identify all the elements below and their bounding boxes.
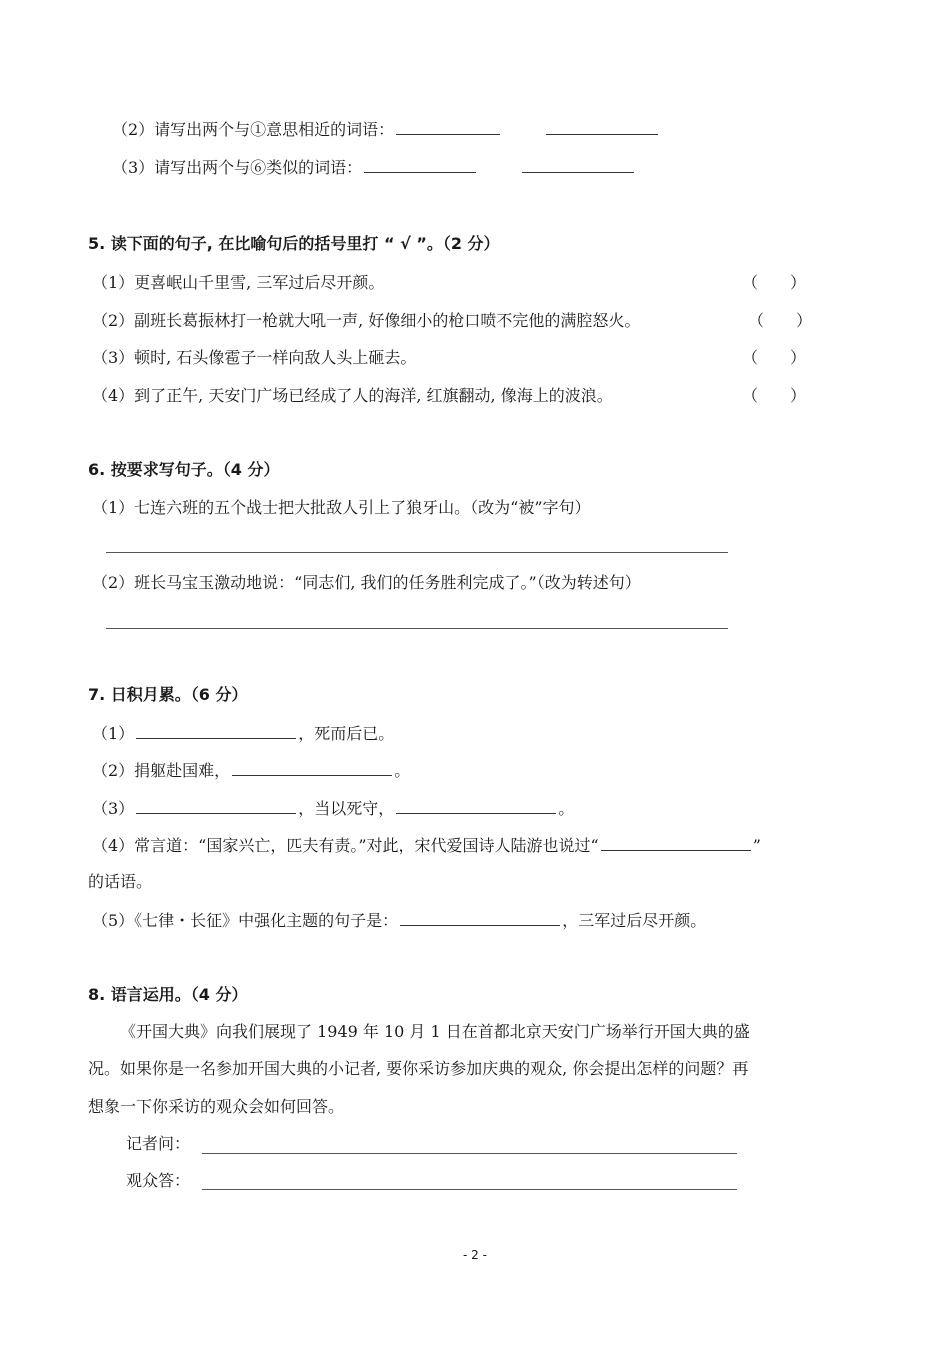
page-number: - 2 - [463,1248,487,1262]
answer-blank[interactable] [364,156,476,173]
q6-sub2: （2）班长马宝玉激动地说：“同志们, 我们的任务胜利完成了。”（改为转述句） [92,573,641,592]
q5-item-4: （4）到了正午, 天安门广场已经成了人的海洋, 红旗翻动, 像海上的波浪。 [92,386,613,405]
reporter-label: 记者问： [126,1134,191,1153]
q5-title: 5. 读下面的句子, 在比喻句后的括号里打 “ √ ”。（2 分） [88,234,500,253]
answer-paren-close: ） [790,386,807,405]
q6-title: 6. 按要求写句子。（4 分） [88,460,280,479]
answer-paren-open: （ [742,386,759,405]
answer-line[interactable] [106,552,728,553]
answer-paren-close: ） [790,273,807,292]
q6-sub1: （1）七连六班的五个战士把大批敌人引上了狼牙山。（改为“被”字句） [92,498,591,517]
q8-paragraph-line-3: 想象一下你采访的观众会如何回答。 [88,1097,345,1116]
q7-line-5: （5）《七律・长征》中强化主题的句子是： ，三军过后尽开颜。 [92,911,707,930]
answer-paren-close: ） [796,311,813,330]
q7-line-3: （3） ，当以死守， 。 [92,799,575,818]
q8-paragraph-line-2: 况。如果你是一名参加开国大典的小记者, 要你采访参加庆典的观众, 你会提出怎样的问题？再 [88,1059,749,1078]
q7-line-1: （1） ，死而后已。 [92,724,395,743]
answer-paren-open: （ [742,273,759,292]
answer-blank[interactable] [546,118,658,135]
q4-sub2: （2）请写出两个与①意思相近的词语： [112,118,660,141]
q8-paragraph-line-1: 《开国大典》向我们展现了 1949 年 10 月 1 日在首都北京天安门广场举行开国大典的盛 [120,1022,750,1041]
q7-line-4-cont: 的话语。 [88,872,153,891]
answer-blank[interactable] [136,797,296,814]
q4-sub3: （3）请写出两个与⑥类似的词语： [112,156,636,179]
q7-title: 7. 日积月累。（6 分） [88,685,248,704]
answer-blank[interactable] [400,909,560,926]
q7-line-4: （4）常言道：“国家兴亡，匹夫有责。”对此，宋代爱国诗人陆游也说过“ ” [92,836,761,855]
q5-item-1: （1）更喜岷山千里雪, 三军过后尽开颜。 [92,273,385,292]
q8-title: 8. 语言运用。（4 分） [88,985,248,1004]
answer-blank[interactable] [601,834,751,851]
answer-paren-open: （ [742,348,759,367]
answer-paren-open: （ [748,311,765,330]
answer-blank[interactable] [232,759,392,776]
answer-line[interactable] [106,628,728,629]
q7-line-2: （2）捐躯赴国难， 。 [92,761,411,780]
answer-blank[interactable] [396,118,500,135]
q5-item-3: （3）顿时, 石头像雹子一样向敌人头上砸去。 [92,348,417,367]
audience-answer-line[interactable] [202,1189,737,1190]
q5-item-2: （2）副班长葛振林打一枪就大吼一声, 好像细小的枪口喷不完他的满腔怒火。 [92,311,641,330]
audience-label: 观众答： [126,1171,191,1190]
reporter-answer-line[interactable] [202,1153,737,1154]
answer-blank[interactable] [396,797,556,814]
answer-blank[interactable] [136,722,296,739]
answer-blank[interactable] [522,156,634,173]
answer-paren-close: ） [790,348,807,367]
